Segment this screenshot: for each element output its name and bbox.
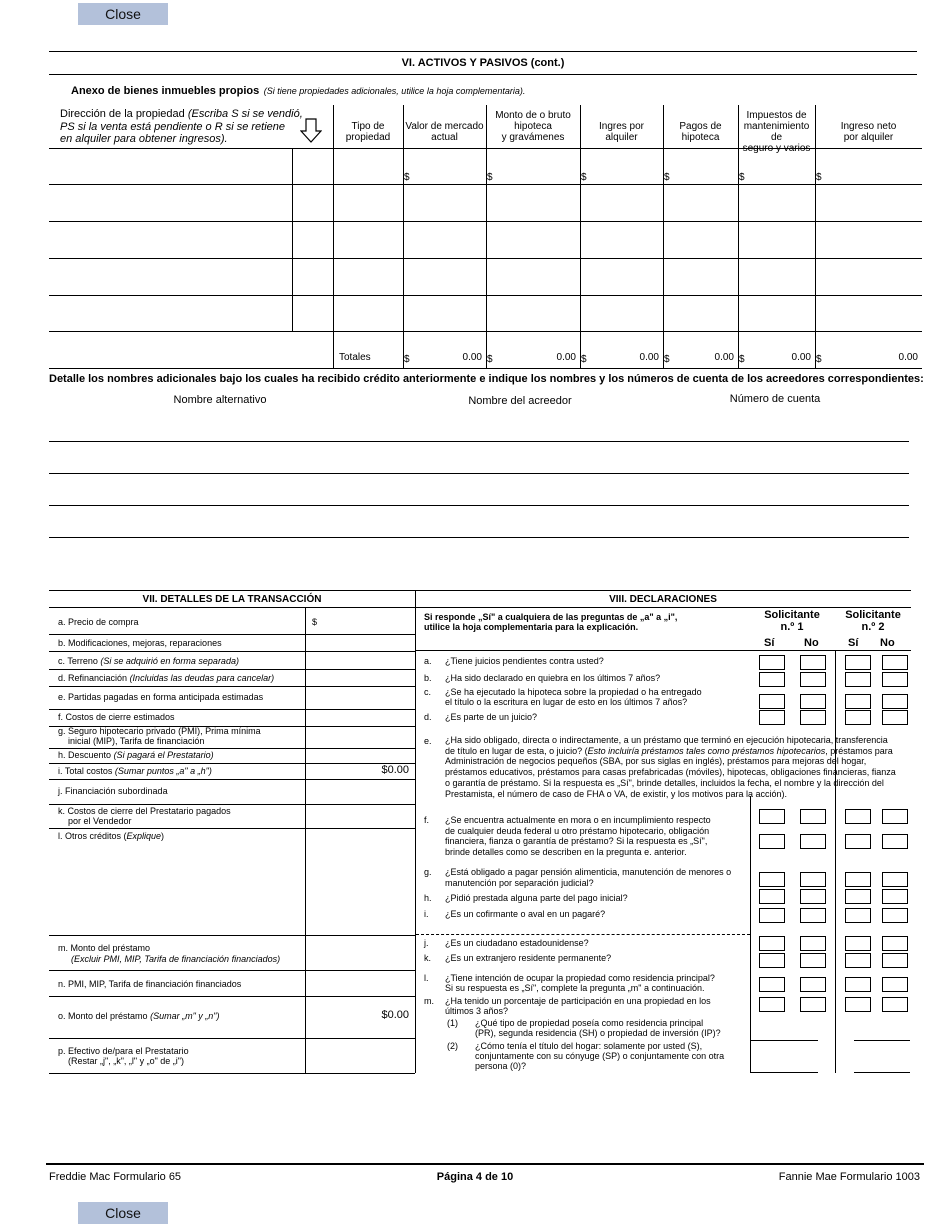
checkbox-i-app1-no[interactable] bbox=[800, 908, 826, 923]
re-col-line-0 bbox=[292, 148, 293, 331]
q-m-letter: m. bbox=[424, 996, 434, 1006]
re-total-4: 0.00 bbox=[791, 352, 811, 363]
re-col-header-3 bbox=[580, 121, 663, 143]
checkbox-f-app1-no[interactable] bbox=[800, 809, 826, 824]
row-f-label: f. Costos de cierre estimados bbox=[58, 712, 175, 722]
checkbox-g-app1-yes[interactable] bbox=[759, 872, 785, 887]
question-a: ¿Tiene juicios pendientes contra usted? bbox=[445, 656, 604, 666]
checkbox-f2-app2-no[interactable] bbox=[882, 834, 908, 849]
dashed-separator bbox=[416, 934, 750, 935]
checkbox-d-app2-yes[interactable] bbox=[845, 710, 871, 725]
applicant-2-yes-header: Sí bbox=[848, 637, 859, 649]
applicant-2-no-header: No bbox=[880, 637, 895, 649]
applicant-1-yes-header: Sí bbox=[764, 637, 775, 649]
credit-col-account: Número de cuenta bbox=[729, 393, 821, 405]
checkbox-g-app2-no[interactable] bbox=[882, 872, 908, 887]
question-l: ¿Tiene intención de ocupar la propiedad como residencia principal? Si su respuesta es „Sí", complete la pregunta „m" a continuación. bbox=[445, 973, 715, 993]
question-h: ¿Pidió prestada alguna parte del pago inicial? bbox=[445, 893, 628, 903]
q-m1-number: (1) bbox=[447, 1018, 458, 1028]
re-col-header-6-l2: por alquiler bbox=[843, 132, 894, 143]
re-col-header-1-l1: Valor de mercado bbox=[405, 121, 484, 132]
question-e: ¿Ha sido obligado, directa o indirectamente, a un préstamo que terminó en ejecución hipotecaria, transferencia de título en lugar de esta, o juicio? (Esto incluiría préstamos tales como préstamos hipotecarios, préstamos para Administración de negocios pequeños (SBA, por sus siglas en inglés), préstamos para mejoras del hogar, préstamos educativos, préstamos para casas prefabricadas (móviles), hipotecas, obligaciones financieras, fianza o garantía de préstamo. Si la respuesta es „Sí", brinde detalles, incluidos la fecha, el nombre y la dirección del Prestamista, el número de caso de FHA o VA, de existir, y los motivos para la acción). bbox=[445, 735, 896, 799]
re-col-line-4 bbox=[580, 105, 581, 368]
re-total-currency-4: $ bbox=[739, 354, 745, 365]
re-col-line-7 bbox=[815, 105, 816, 368]
s7-row-line-3 bbox=[49, 686, 415, 687]
s7-row-line-11 bbox=[49, 935, 415, 936]
credit-line-4 bbox=[49, 537, 909, 538]
s7-row-line-10 bbox=[49, 828, 415, 829]
annex-note: (Si tiene propiedades adicionales, utilice la hoja complementaria). bbox=[263, 86, 526, 96]
question-m-2: ¿Cómo tenía el título del hogar: solamente por usted (S), conjuntamente con su cónyuge (SP) o conjuntamente con otra persona (0)? bbox=[475, 1041, 725, 1071]
question-d: ¿Es parte de un juicio? bbox=[445, 712, 538, 722]
re-row1-currency-0: $ bbox=[404, 172, 410, 183]
credit-col-creditor: Nombre del acreedor bbox=[468, 395, 572, 407]
question-m-1: ¿Qué tipo de propiedad poseía como residencia principal (PR), segunda residencia (SH) o propiedad de inversión (IP)? bbox=[475, 1018, 721, 1038]
address-header-plain: Dirección de la propiedad bbox=[60, 108, 188, 120]
applicant-1-header: Solicitante n.º 1 bbox=[764, 609, 820, 633]
checkbox-b-app1-yes[interactable] bbox=[759, 672, 785, 687]
close-button-bottom[interactable]: Close bbox=[78, 1202, 168, 1224]
q-m2-number: (2) bbox=[447, 1041, 458, 1051]
row-k-label: k. Costos de cierre del Prestatario pagados por el Vendedor bbox=[58, 806, 231, 826]
row-n-label: n. PMI, MIP, Tarifa de financiación financiados bbox=[58, 979, 242, 989]
re-row-line-6 bbox=[49, 368, 922, 369]
checkbox-l-app2-yes[interactable] bbox=[845, 977, 871, 992]
checkbox-k-app2-yes[interactable] bbox=[845, 953, 871, 968]
s7-row-line-13 bbox=[49, 996, 415, 997]
checkbox-m-app2-yes[interactable] bbox=[845, 997, 871, 1012]
row-a-currency: $ bbox=[312, 617, 318, 627]
re-col-header-1-l2: actual bbox=[431, 132, 458, 143]
checkbox-k-app1-yes[interactable] bbox=[759, 953, 785, 968]
q-k-letter: k. bbox=[424, 953, 432, 963]
address-header-italic-1: (Escriba S si se vendió, bbox=[187, 108, 303, 120]
footer-right: Fannie Mae Formulario 1003 bbox=[778, 1171, 920, 1183]
checkbox-j-app2-yes[interactable] bbox=[845, 936, 871, 951]
checkbox-b-app1-no[interactable] bbox=[800, 672, 826, 687]
s7-row-line-8 bbox=[49, 779, 415, 780]
re-col-header-4 bbox=[663, 121, 738, 143]
q-h-letter: h. bbox=[424, 893, 432, 903]
address-header-italic-3: en alquiler para obtener ingresos). bbox=[60, 133, 228, 145]
row-e-label: e. Partidas pagadas en forma anticipada estimadas bbox=[58, 692, 264, 702]
totals-label: Totales bbox=[339, 352, 371, 363]
checkbox-a-app2-no[interactable] bbox=[882, 655, 908, 670]
row-o-label: o. Monto del préstamo (Sumar „m" y „n") bbox=[58, 1011, 220, 1021]
close-button-top[interactable]: Close bbox=[78, 3, 168, 25]
credit-line-2 bbox=[49, 473, 909, 474]
row-m-label: m. Monto del préstamo (Excluir PMI, MIP, Tarifa de financiación financiados) bbox=[58, 943, 281, 964]
m1-applicant-1-answer[interactable] bbox=[750, 1040, 818, 1041]
checkbox-i-app1-yes[interactable] bbox=[759, 908, 785, 923]
annex-title: Anexo de bienes inmuebles propios bbox=[71, 85, 260, 97]
row-i-label: i. Total costos (Sumar puntos „a" a „h") bbox=[58, 766, 212, 776]
re-col-header-5 bbox=[738, 110, 815, 154]
re-col-header-4-l2: hipoteca bbox=[681, 132, 720, 143]
re-col-header-3-l1: Ingres por bbox=[598, 121, 645, 132]
checkbox-h-app2-yes[interactable] bbox=[845, 889, 871, 904]
re-col-line-1 bbox=[333, 105, 334, 368]
s7-row-line-9 bbox=[49, 804, 415, 805]
footer-center: Página 4 de 10 bbox=[436, 1171, 514, 1183]
q-g-letter: g. bbox=[424, 867, 432, 877]
re-total-currency-1: $ bbox=[487, 354, 493, 365]
m2-applicant-1-answer[interactable] bbox=[750, 1072, 818, 1073]
s7-row-line-2 bbox=[49, 669, 415, 670]
question-b: ¿Ha sido declarado en quiebra en los últimos 7 años? bbox=[445, 673, 661, 683]
checkbox-m-app1-no[interactable] bbox=[800, 997, 826, 1012]
credit-col-alt-name: Nombre alternativo bbox=[173, 394, 267, 406]
checkbox-i-app2-no[interactable] bbox=[882, 908, 908, 923]
checkbox-l-app1-no[interactable] bbox=[800, 977, 826, 992]
row-d-label: d. Refinanciación (Incluidas las deudas para cancelar) bbox=[58, 673, 275, 683]
re-row1-currency-5: $ bbox=[816, 172, 822, 183]
checkbox-m-app2-no[interactable] bbox=[882, 997, 908, 1012]
q-d-letter: d. bbox=[424, 712, 432, 722]
s7-row-line-0 bbox=[49, 634, 415, 635]
m2-applicant-2-answer[interactable] bbox=[854, 1072, 910, 1073]
checkbox-l-app2-no[interactable] bbox=[882, 977, 908, 992]
re-total-currency-5: $ bbox=[816, 354, 822, 365]
question-c: ¿Se ha ejecutado la hipoteca sobre la propiedad o ha entregado el título o la escritura en lugar de esto en los últimos 7 años? bbox=[445, 687, 702, 707]
checkbox-j-app1-yes[interactable] bbox=[759, 936, 785, 951]
re-col-header-1 bbox=[403, 121, 486, 143]
re-col-line-2 bbox=[403, 105, 404, 368]
row-g-label: g. Seguro hipotecario privado (PMI), Prima mínima inicial (MIP), Tarifa de financiación bbox=[58, 726, 261, 746]
question-k: ¿Es un extranjero residente permanente? bbox=[445, 953, 612, 963]
credit-note: Detalle los nombres adicionales bajo los cuales ha recibido crédito anteriormente e indique los nombres y los números de cuenta de los acreedores correspondientes: bbox=[49, 373, 924, 385]
q-j-letter: j. bbox=[424, 938, 429, 948]
re-total-3: 0.00 bbox=[714, 352, 734, 363]
q-f-letter: f. bbox=[424, 815, 430, 825]
s7-row-line-4 bbox=[49, 709, 415, 710]
checkbox-f-app1-yes[interactable] bbox=[759, 809, 785, 824]
checkbox-f-app2-no[interactable] bbox=[882, 809, 908, 824]
m1-applicant-2-answer[interactable] bbox=[854, 1040, 910, 1041]
s7-row-line-14 bbox=[49, 1038, 415, 1039]
declarations-intro: Si responde „Sí" a cualquiera de las preguntas de „a" a „i", utilice la hoja complementaria para la explicación. bbox=[424, 612, 678, 632]
section-8-title: VIII. DECLARACIONES bbox=[609, 594, 717, 605]
re-row1-currency-3: $ bbox=[664, 172, 670, 183]
row-h-label: h. Descuento (Si pagará el Prestatario) bbox=[58, 750, 214, 760]
re-col-header-2-l2: hipoteca bbox=[514, 121, 552, 132]
row-l-label: l. Otros créditos (Explique) bbox=[58, 831, 165, 841]
question-i: ¿Es un cofirmante o aval en un pagaré? bbox=[445, 909, 606, 919]
checkbox-l-app1-yes[interactable] bbox=[759, 977, 785, 992]
checkbox-f2-app2-yes[interactable] bbox=[845, 834, 871, 849]
re-col-line-3 bbox=[486, 105, 487, 368]
re-col-header-6-l1: Ingreso neto bbox=[840, 121, 897, 132]
checkbox-k-app2-no[interactable] bbox=[882, 953, 908, 968]
credit-line-1 bbox=[49, 441, 909, 442]
question-j: ¿Es un ciudadano estadounidense? bbox=[445, 938, 589, 948]
re-total-currency-2: $ bbox=[581, 354, 587, 365]
re-total-1: 0.00 bbox=[556, 352, 576, 363]
checkbox-g-app1-no[interactable] bbox=[800, 872, 826, 887]
re-row1-currency-2: $ bbox=[581, 172, 587, 183]
checkbox-j-app1-no[interactable] bbox=[800, 936, 826, 951]
row-p-label: p. Efectivo de/para el Prestatario (Restar „j", „k", „l" y „o" de „i") bbox=[58, 1046, 189, 1066]
s7-row-line-6 bbox=[49, 748, 415, 749]
checkbox-c-app1-yes[interactable] bbox=[759, 694, 785, 709]
q-a-letter: a. bbox=[424, 656, 432, 666]
re-total-5: 0.00 bbox=[898, 352, 918, 363]
section-6-title: VI. ACTIVOS Y PASIVOS (cont.) bbox=[401, 57, 565, 69]
checkbox-k-app1-no[interactable] bbox=[800, 953, 826, 968]
checkbox-a-app1-no[interactable] bbox=[800, 655, 826, 670]
re-total-0: 0.00 bbox=[462, 352, 482, 363]
q-i-letter: i. bbox=[424, 909, 429, 919]
q-e-letter: e. bbox=[424, 736, 432, 746]
re-col-header-5-l2: mantenimiento de bbox=[743, 121, 810, 143]
checkbox-d-app1-yes[interactable] bbox=[759, 710, 785, 725]
checkbox-a-app2-yes[interactable] bbox=[845, 655, 871, 670]
footer-left: Freddie Mac Formulario 65 bbox=[49, 1171, 182, 1183]
checkbox-h-app1-yes[interactable] bbox=[759, 889, 785, 904]
checkbox-i-app2-yes[interactable] bbox=[845, 908, 871, 923]
s7-row-line-1 bbox=[49, 651, 415, 652]
checkbox-h-app2-no[interactable] bbox=[882, 889, 908, 904]
checkbox-b-app2-no[interactable] bbox=[882, 672, 908, 687]
s7-row-line-15 bbox=[49, 1073, 415, 1074]
checkbox-j-app2-no[interactable] bbox=[882, 936, 908, 951]
re-col-header-2-l3: y gravámenes bbox=[501, 132, 565, 143]
applicant-2-header: Solicitante n.º 2 bbox=[845, 609, 901, 633]
row-b-label: b. Modificaciones, mejoras, reparaciones bbox=[58, 638, 222, 648]
question-m: ¿Ha tenido un porcentaje de participación en una propiedad en los últimos 3 años? bbox=[445, 996, 711, 1016]
checkbox-d-app1-no[interactable] bbox=[800, 710, 826, 725]
q-c-letter: c. bbox=[424, 687, 432, 697]
re-col-header-5-l3: seguro y varios bbox=[742, 143, 811, 154]
re-col-header-4-l1: Pagos de bbox=[679, 121, 722, 132]
row-o-value: $0.00 bbox=[381, 1009, 409, 1021]
checkbox-a-app1-yes[interactable] bbox=[759, 655, 785, 670]
address-header-italic-2: PS si la venta está pendiente o R si se retiene bbox=[60, 120, 286, 133]
checkbox-f2-app1-yes[interactable] bbox=[759, 834, 785, 849]
re-total-currency-3: $ bbox=[664, 354, 670, 365]
re-col-header-0-l1: Tipo de bbox=[351, 121, 385, 132]
re-col-header-3-l2: alquiler bbox=[605, 132, 638, 143]
address-header bbox=[60, 108, 303, 146]
checkbox-f-app2-yes[interactable] bbox=[845, 809, 871, 824]
down-arrow-icon bbox=[300, 118, 322, 144]
re-col-header-0-l2: propiedad bbox=[345, 132, 391, 143]
re-col-header-2-l1: Monto de o bruto bbox=[495, 110, 571, 121]
checkbox-c-app2-yes[interactable] bbox=[845, 694, 871, 709]
checkbox-b-app2-yes[interactable] bbox=[845, 672, 871, 687]
re-total-2: 0.00 bbox=[639, 352, 659, 363]
row-j-label: j. Financiación subordinada bbox=[58, 786, 168, 796]
re-col-header-6 bbox=[815, 121, 922, 143]
checkbox-m-app1-yes[interactable] bbox=[759, 997, 785, 1012]
s7-row-line-12 bbox=[49, 970, 415, 971]
re-col-header-5-l1: Impuestos de bbox=[746, 110, 807, 121]
checkbox-g-app2-yes[interactable] bbox=[845, 872, 871, 887]
re-total-currency-0: $ bbox=[404, 354, 410, 365]
checkbox-h-app1-no[interactable] bbox=[800, 889, 826, 904]
row-i-value: $0.00 bbox=[381, 764, 409, 776]
re-col-header-2 bbox=[486, 110, 580, 143]
checkbox-c-app1-no[interactable] bbox=[800, 694, 826, 709]
credit-line-3 bbox=[49, 505, 909, 506]
re-col-header-0 bbox=[333, 121, 403, 143]
row-c-label: c. Terreno (Si se adquirió en forma separada) bbox=[58, 656, 239, 666]
section-7-title: VII. DETALLES DE LA TRANSACCIÓN bbox=[142, 594, 322, 605]
checkbox-f2-app1-no[interactable] bbox=[800, 834, 826, 849]
annex-heading bbox=[71, 81, 525, 99]
question-g: ¿Está obligado a pagar pensión alimenticia, manutención de menores o manutención por separación judicial? bbox=[445, 867, 732, 888]
applicant-1-no-header: No bbox=[804, 637, 819, 649]
q-b-letter: b. bbox=[424, 673, 432, 683]
re-row1-currency-4: $ bbox=[739, 172, 745, 183]
re-row1-currency-1: $ bbox=[487, 172, 493, 183]
checkbox-d-app2-no[interactable] bbox=[882, 710, 908, 725]
checkbox-c-app2-no[interactable] bbox=[882, 694, 908, 709]
question-f: ¿Se encuentra actualmente en mora o en incumplimiento respecto de cualquier deuda federal u otro préstamo hipotecario, obligación financiera, fianza o garantía de préstamo? Si la respuesta es „Sí", brinde detalles como se describen en la pregunta e. anterior. bbox=[445, 815, 711, 857]
re-col-line-5 bbox=[663, 105, 664, 368]
row-a-label: a. Precio de compra bbox=[58, 617, 139, 627]
q-l-letter: l. bbox=[424, 973, 429, 983]
